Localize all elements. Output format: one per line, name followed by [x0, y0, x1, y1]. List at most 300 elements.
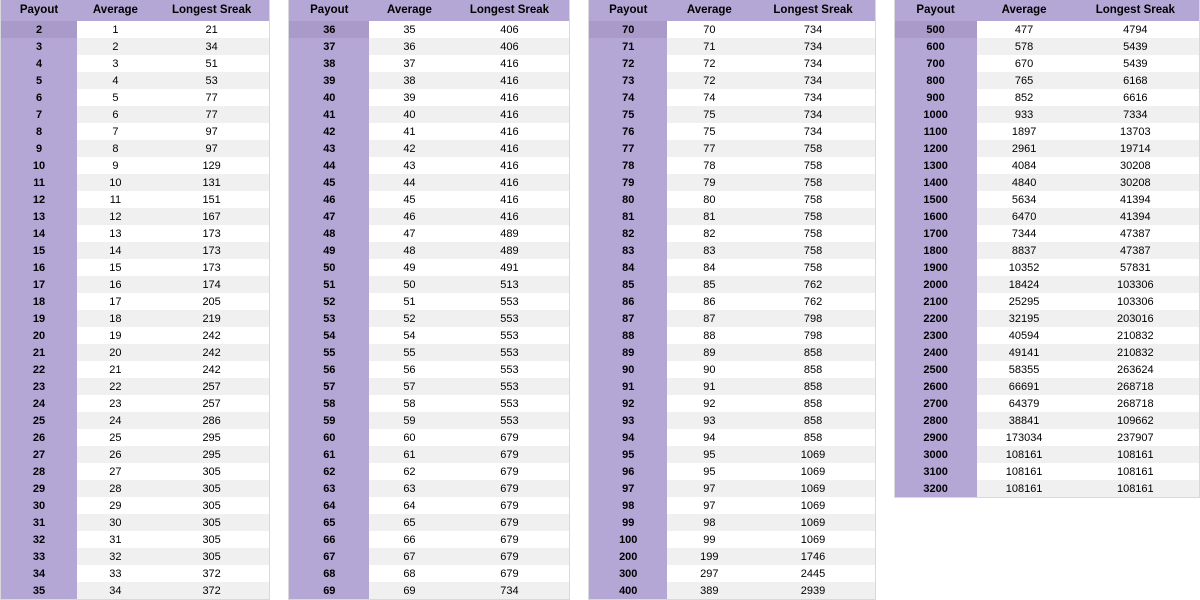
cell-average: 97 — [667, 497, 751, 514]
cell-average: 3 — [77, 55, 154, 72]
cell-average: 95 — [667, 446, 751, 463]
cell-longest-streak: 734 — [450, 582, 570, 599]
cell-average: 20 — [77, 344, 154, 361]
cell-longest-streak: 305 — [154, 480, 270, 497]
cell-average: 40 — [369, 106, 450, 123]
cell-average: 70 — [667, 21, 751, 38]
cell-average: 852 — [977, 89, 1072, 106]
cell-longest-streak: 734 — [751, 55, 874, 72]
column-header-payout: Payout — [289, 0, 369, 21]
cell-payout: 78 — [589, 157, 667, 174]
cell-longest-streak: 1069 — [751, 531, 874, 548]
cell-payout: 34 — [1, 565, 77, 582]
table-row — [895, 480, 1199, 497]
table-row — [589, 276, 874, 293]
cell-average: 82 — [667, 225, 751, 242]
table-row — [289, 89, 569, 106]
cell-average: 25295 — [977, 293, 1072, 310]
cell-average: 48 — [369, 242, 450, 259]
cell-payout: 1500 — [895, 191, 977, 208]
cell-payout: 3 — [1, 38, 77, 55]
cell-average: 765 — [977, 72, 1072, 89]
cell-longest-streak: 305 — [154, 497, 270, 514]
table-1-header — [1, 0, 269, 21]
cell-payout: 10 — [1, 157, 77, 174]
cell-longest-streak: 734 — [751, 89, 874, 106]
cell-payout: 11 — [1, 174, 77, 191]
column-header-longest-streak: Longest Sreak — [154, 0, 270, 21]
cell-payout: 36 — [289, 21, 369, 38]
cell-longest-streak: 203016 — [1072, 310, 1199, 327]
table-row — [589, 55, 874, 72]
header-row — [589, 0, 874, 21]
table-row — [589, 208, 874, 225]
table-row — [1, 225, 269, 242]
cell-longest-streak: 219 — [154, 310, 270, 327]
cell-payout: 1100 — [895, 123, 977, 140]
cell-payout: 900 — [895, 89, 977, 106]
cell-payout: 98 — [589, 497, 667, 514]
cell-longest-streak: 416 — [450, 72, 570, 89]
cell-longest-streak: 286 — [154, 412, 270, 429]
cell-payout: 33 — [1, 548, 77, 565]
cell-payout: 60 — [289, 429, 369, 446]
cell-average: 65 — [369, 514, 450, 531]
cell-payout: 29 — [1, 480, 77, 497]
cell-payout: 2800 — [895, 412, 977, 429]
cell-average: 97 — [667, 480, 751, 497]
cell-payout: 71 — [589, 38, 667, 55]
cell-longest-streak: 30208 — [1072, 174, 1199, 191]
cell-payout: 83 — [589, 242, 667, 259]
cell-average: 67 — [369, 548, 450, 565]
cell-payout: 22 — [1, 361, 77, 378]
cell-longest-streak: 257 — [154, 395, 270, 412]
cell-payout: 79 — [589, 174, 667, 191]
cell-average: 29 — [77, 497, 154, 514]
cell-longest-streak: 734 — [751, 72, 874, 89]
cell-longest-streak: 5439 — [1072, 55, 1199, 72]
cell-average: 84 — [667, 259, 751, 276]
table-row — [1, 548, 269, 565]
cell-average: 77 — [667, 140, 751, 157]
cell-payout: 51 — [289, 276, 369, 293]
cell-average: 99 — [667, 531, 751, 548]
cell-average: 57 — [369, 378, 450, 395]
column-header-average: Average — [667, 0, 751, 21]
cell-longest-streak: 1069 — [751, 514, 874, 531]
cell-average: 83 — [667, 242, 751, 259]
cell-longest-streak: 679 — [450, 463, 570, 480]
cell-longest-streak: 21 — [154, 21, 270, 38]
cell-average: 58 — [369, 395, 450, 412]
table-row — [289, 412, 569, 429]
table-row — [1, 344, 269, 361]
cell-average: 69 — [369, 582, 450, 599]
cell-average: 64379 — [977, 395, 1072, 412]
cell-average: 49141 — [977, 344, 1072, 361]
table-row — [895, 242, 1199, 259]
cell-payout: 59 — [289, 412, 369, 429]
cell-average: 17 — [77, 293, 154, 310]
cell-payout: 35 — [1, 582, 77, 599]
cell-average: 49 — [369, 259, 450, 276]
column-header-longest-streak: Longest Sreak — [450, 0, 570, 21]
cell-longest-streak: 416 — [450, 157, 570, 174]
table-row — [1, 293, 269, 310]
cell-longest-streak: 553 — [450, 293, 570, 310]
cell-longest-streak: 372 — [154, 582, 270, 599]
cell-average: 8837 — [977, 242, 1072, 259]
table-row — [1, 89, 269, 106]
cell-payout: 56 — [289, 361, 369, 378]
cell-average: 108161 — [977, 463, 1072, 480]
cell-longest-streak: 210832 — [1072, 327, 1199, 344]
cell-payout: 66 — [289, 531, 369, 548]
cell-average: 79 — [667, 174, 751, 191]
table-row — [895, 344, 1199, 361]
cell-payout: 77 — [589, 140, 667, 157]
table-row — [289, 123, 569, 140]
table-row — [895, 446, 1199, 463]
table-row — [1, 446, 269, 463]
cell-average: 10352 — [977, 259, 1072, 276]
cell-payout: 1300 — [895, 157, 977, 174]
table-row — [589, 21, 874, 38]
cell-payout: 44 — [289, 157, 369, 174]
column-header-payout: Payout — [1, 0, 77, 21]
cell-average: 39 — [369, 89, 450, 106]
table-row — [895, 208, 1199, 225]
cell-average: 28 — [77, 480, 154, 497]
table-row — [895, 327, 1199, 344]
cell-average: 36 — [369, 38, 450, 55]
cell-average: 46 — [369, 208, 450, 225]
cell-longest-streak: 858 — [751, 344, 874, 361]
table-row — [1, 361, 269, 378]
cell-average: 80 — [667, 191, 751, 208]
cell-average: 47 — [369, 225, 450, 242]
cell-longest-streak: 6616 — [1072, 89, 1199, 106]
cell-longest-streak: 679 — [450, 531, 570, 548]
table-row — [1, 582, 269, 599]
cell-payout: 9 — [1, 140, 77, 157]
cell-longest-streak: 489 — [450, 225, 570, 242]
cell-payout: 4 — [1, 55, 77, 72]
table-row — [895, 293, 1199, 310]
cell-payout: 24 — [1, 395, 77, 412]
table-4-header — [895, 0, 1199, 21]
cell-longest-streak: 257 — [154, 378, 270, 395]
cell-payout: 1900 — [895, 259, 977, 276]
cell-longest-streak: 416 — [450, 89, 570, 106]
cell-average: 4084 — [977, 157, 1072, 174]
cell-average: 50 — [369, 276, 450, 293]
cell-longest-streak: 513 — [450, 276, 570, 293]
cell-longest-streak: 6168 — [1072, 72, 1199, 89]
table-row — [289, 378, 569, 395]
cell-payout: 2700 — [895, 395, 977, 412]
table-row — [589, 412, 874, 429]
cell-average: 5634 — [977, 191, 1072, 208]
cell-longest-streak: 1069 — [751, 463, 874, 480]
cell-longest-streak: 679 — [450, 565, 570, 582]
cell-longest-streak: 97 — [154, 123, 270, 140]
table-row — [289, 140, 569, 157]
cell-longest-streak: 858 — [751, 429, 874, 446]
cell-payout: 13 — [1, 208, 77, 225]
cell-average: 41 — [369, 123, 450, 140]
cell-average: 42 — [369, 140, 450, 157]
cell-payout: 3000 — [895, 446, 977, 463]
cell-payout: 74 — [589, 89, 667, 106]
cell-longest-streak: 237907 — [1072, 429, 1199, 446]
table-row — [589, 106, 874, 123]
cell-average: 34 — [77, 582, 154, 599]
table-row — [289, 225, 569, 242]
cell-longest-streak: 758 — [751, 242, 874, 259]
cell-payout: 2500 — [895, 361, 977, 378]
table-row — [289, 446, 569, 463]
cell-payout: 69 — [289, 582, 369, 599]
table-row — [289, 21, 569, 38]
cell-average: 90 — [667, 361, 751, 378]
cell-payout: 1800 — [895, 242, 977, 259]
cell-average: 63 — [369, 480, 450, 497]
cell-longest-streak: 2939 — [751, 582, 874, 599]
table-row — [895, 412, 1199, 429]
cell-average: 32 — [77, 548, 154, 565]
cell-longest-streak: 734 — [751, 106, 874, 123]
table-row — [289, 429, 569, 446]
cell-longest-streak: 734 — [751, 123, 874, 140]
cell-payout: 21 — [1, 344, 77, 361]
cell-longest-streak: 1746 — [751, 548, 874, 565]
cell-payout: 58 — [289, 395, 369, 412]
cell-payout: 52 — [289, 293, 369, 310]
cell-payout: 2200 — [895, 310, 977, 327]
cell-longest-streak: 295 — [154, 446, 270, 463]
cell-longest-streak: 679 — [450, 480, 570, 497]
cell-payout: 2 — [1, 21, 77, 38]
table-row — [289, 242, 569, 259]
table-row — [895, 361, 1199, 378]
table-row — [895, 38, 1199, 55]
table-row — [1, 123, 269, 140]
cell-average: 26 — [77, 446, 154, 463]
cell-average: 30 — [77, 514, 154, 531]
cell-longest-streak: 406 — [450, 38, 570, 55]
cell-payout: 63 — [289, 480, 369, 497]
cell-payout: 14 — [1, 225, 77, 242]
cell-payout: 40 — [289, 89, 369, 106]
cell-average: 24 — [77, 412, 154, 429]
cell-average: 27 — [77, 463, 154, 480]
table-row — [895, 72, 1199, 89]
cell-payout: 23 — [1, 378, 77, 395]
cell-longest-streak: 553 — [450, 378, 570, 395]
cell-average: 68 — [369, 565, 450, 582]
cell-average: 88 — [667, 327, 751, 344]
cell-longest-streak: 553 — [450, 344, 570, 361]
cell-longest-streak: 758 — [751, 157, 874, 174]
cell-payout: 1400 — [895, 174, 977, 191]
cell-average: 51 — [369, 293, 450, 310]
cell-longest-streak: 858 — [751, 412, 874, 429]
cell-longest-streak: 174 — [154, 276, 270, 293]
cell-average: 670 — [977, 55, 1072, 72]
table-row — [1, 327, 269, 344]
cell-average: 477 — [977, 21, 1072, 38]
table-row — [1, 514, 269, 531]
cell-average: 66 — [369, 531, 450, 548]
table-row — [289, 514, 569, 531]
cell-payout: 81 — [589, 208, 667, 225]
cell-longest-streak: 205 — [154, 293, 270, 310]
table-row — [589, 157, 874, 174]
cell-payout: 41 — [289, 106, 369, 123]
cell-average: 89 — [667, 344, 751, 361]
cell-payout: 30 — [1, 497, 77, 514]
cell-average: 199 — [667, 548, 751, 565]
cell-longest-streak: 41394 — [1072, 191, 1199, 208]
cell-payout: 15 — [1, 242, 77, 259]
column-header-average: Average — [977, 0, 1072, 21]
header-row — [289, 0, 569, 21]
cell-longest-streak: 57831 — [1072, 259, 1199, 276]
table-4-body — [895, 21, 1199, 497]
cell-longest-streak: 34 — [154, 38, 270, 55]
cell-average: 86 — [667, 293, 751, 310]
payout-table-4 — [895, 0, 1199, 497]
cell-payout: 400 — [589, 582, 667, 599]
table-row — [589, 140, 874, 157]
header-row — [895, 0, 1199, 21]
cell-longest-streak: 151 — [154, 191, 270, 208]
cell-longest-streak: 416 — [450, 208, 570, 225]
cell-average: 87 — [667, 310, 751, 327]
table-row — [589, 531, 874, 548]
cell-average: 32195 — [977, 310, 1072, 327]
table-row — [1, 429, 269, 446]
table-row — [895, 259, 1199, 276]
cell-payout: 87 — [589, 310, 667, 327]
cell-longest-streak: 41394 — [1072, 208, 1199, 225]
table-3-header — [589, 0, 874, 21]
table-2-body — [289, 21, 569, 599]
cell-payout: 17 — [1, 276, 77, 293]
cell-average: 7 — [77, 123, 154, 140]
table-row — [289, 259, 569, 276]
cell-average: 933 — [977, 106, 1072, 123]
cell-payout: 70 — [589, 21, 667, 38]
cell-payout: 600 — [895, 38, 977, 55]
table-row — [289, 548, 569, 565]
cell-average: 33 — [77, 565, 154, 582]
cell-longest-streak: 173 — [154, 259, 270, 276]
cell-average: 11 — [77, 191, 154, 208]
cell-longest-streak: 108161 — [1072, 463, 1199, 480]
cell-longest-streak: 798 — [751, 327, 874, 344]
cell-longest-streak: 758 — [751, 225, 874, 242]
cell-payout: 49 — [289, 242, 369, 259]
table-row — [289, 55, 569, 72]
cell-payout: 91 — [589, 378, 667, 395]
table-row — [589, 378, 874, 395]
cell-longest-streak: 679 — [450, 429, 570, 446]
cell-payout: 2400 — [895, 344, 977, 361]
cell-longest-streak: 77 — [154, 89, 270, 106]
cell-average: 18 — [77, 310, 154, 327]
cell-payout: 88 — [589, 327, 667, 344]
cell-average: 21 — [77, 361, 154, 378]
cell-payout: 84 — [589, 259, 667, 276]
table-row — [895, 21, 1199, 38]
cell-longest-streak: 131 — [154, 174, 270, 191]
cell-average: 2961 — [977, 140, 1072, 157]
cell-average: 5 — [77, 89, 154, 106]
cell-payout: 1000 — [895, 106, 977, 123]
cell-payout: 25 — [1, 412, 77, 429]
cell-payout: 45 — [289, 174, 369, 191]
cell-longest-streak: 762 — [751, 276, 874, 293]
cell-longest-streak: 305 — [154, 514, 270, 531]
table-row — [589, 344, 874, 361]
table-row — [895, 429, 1199, 446]
table-row — [1, 497, 269, 514]
table-row — [1, 242, 269, 259]
cell-average: 98 — [667, 514, 751, 531]
table-row — [589, 497, 874, 514]
header-row — [1, 0, 269, 21]
cell-longest-streak: 679 — [450, 514, 570, 531]
cell-payout: 43 — [289, 140, 369, 157]
table-row — [895, 276, 1199, 293]
cell-payout: 800 — [895, 72, 977, 89]
cell-longest-streak: 103306 — [1072, 276, 1199, 293]
cell-average: 52 — [369, 310, 450, 327]
cell-longest-streak: 268718 — [1072, 378, 1199, 395]
cell-average: 78 — [667, 157, 751, 174]
cell-payout: 94 — [589, 429, 667, 446]
cell-payout: 28 — [1, 463, 77, 480]
cell-payout: 89 — [589, 344, 667, 361]
table-row — [1, 378, 269, 395]
cell-longest-streak: 758 — [751, 174, 874, 191]
cell-longest-streak: 5439 — [1072, 38, 1199, 55]
table-row — [589, 72, 874, 89]
table-row — [895, 395, 1199, 412]
table-row — [1, 157, 269, 174]
cell-longest-streak: 762 — [751, 293, 874, 310]
cell-payout: 32 — [1, 531, 77, 548]
cell-average: 43 — [369, 157, 450, 174]
table-row — [895, 123, 1199, 140]
cell-longest-streak: 242 — [154, 327, 270, 344]
cell-payout: 57 — [289, 378, 369, 395]
cell-payout: 2300 — [895, 327, 977, 344]
column-header-payout: Payout — [895, 0, 977, 21]
table-row — [589, 429, 874, 446]
cell-longest-streak: 77 — [154, 106, 270, 123]
cell-payout: 2000 — [895, 276, 977, 293]
cell-payout: 99 — [589, 514, 667, 531]
cell-payout: 64 — [289, 497, 369, 514]
table-row — [1, 395, 269, 412]
table-row — [1, 412, 269, 429]
table-row — [895, 55, 1199, 72]
table-row — [1, 38, 269, 55]
